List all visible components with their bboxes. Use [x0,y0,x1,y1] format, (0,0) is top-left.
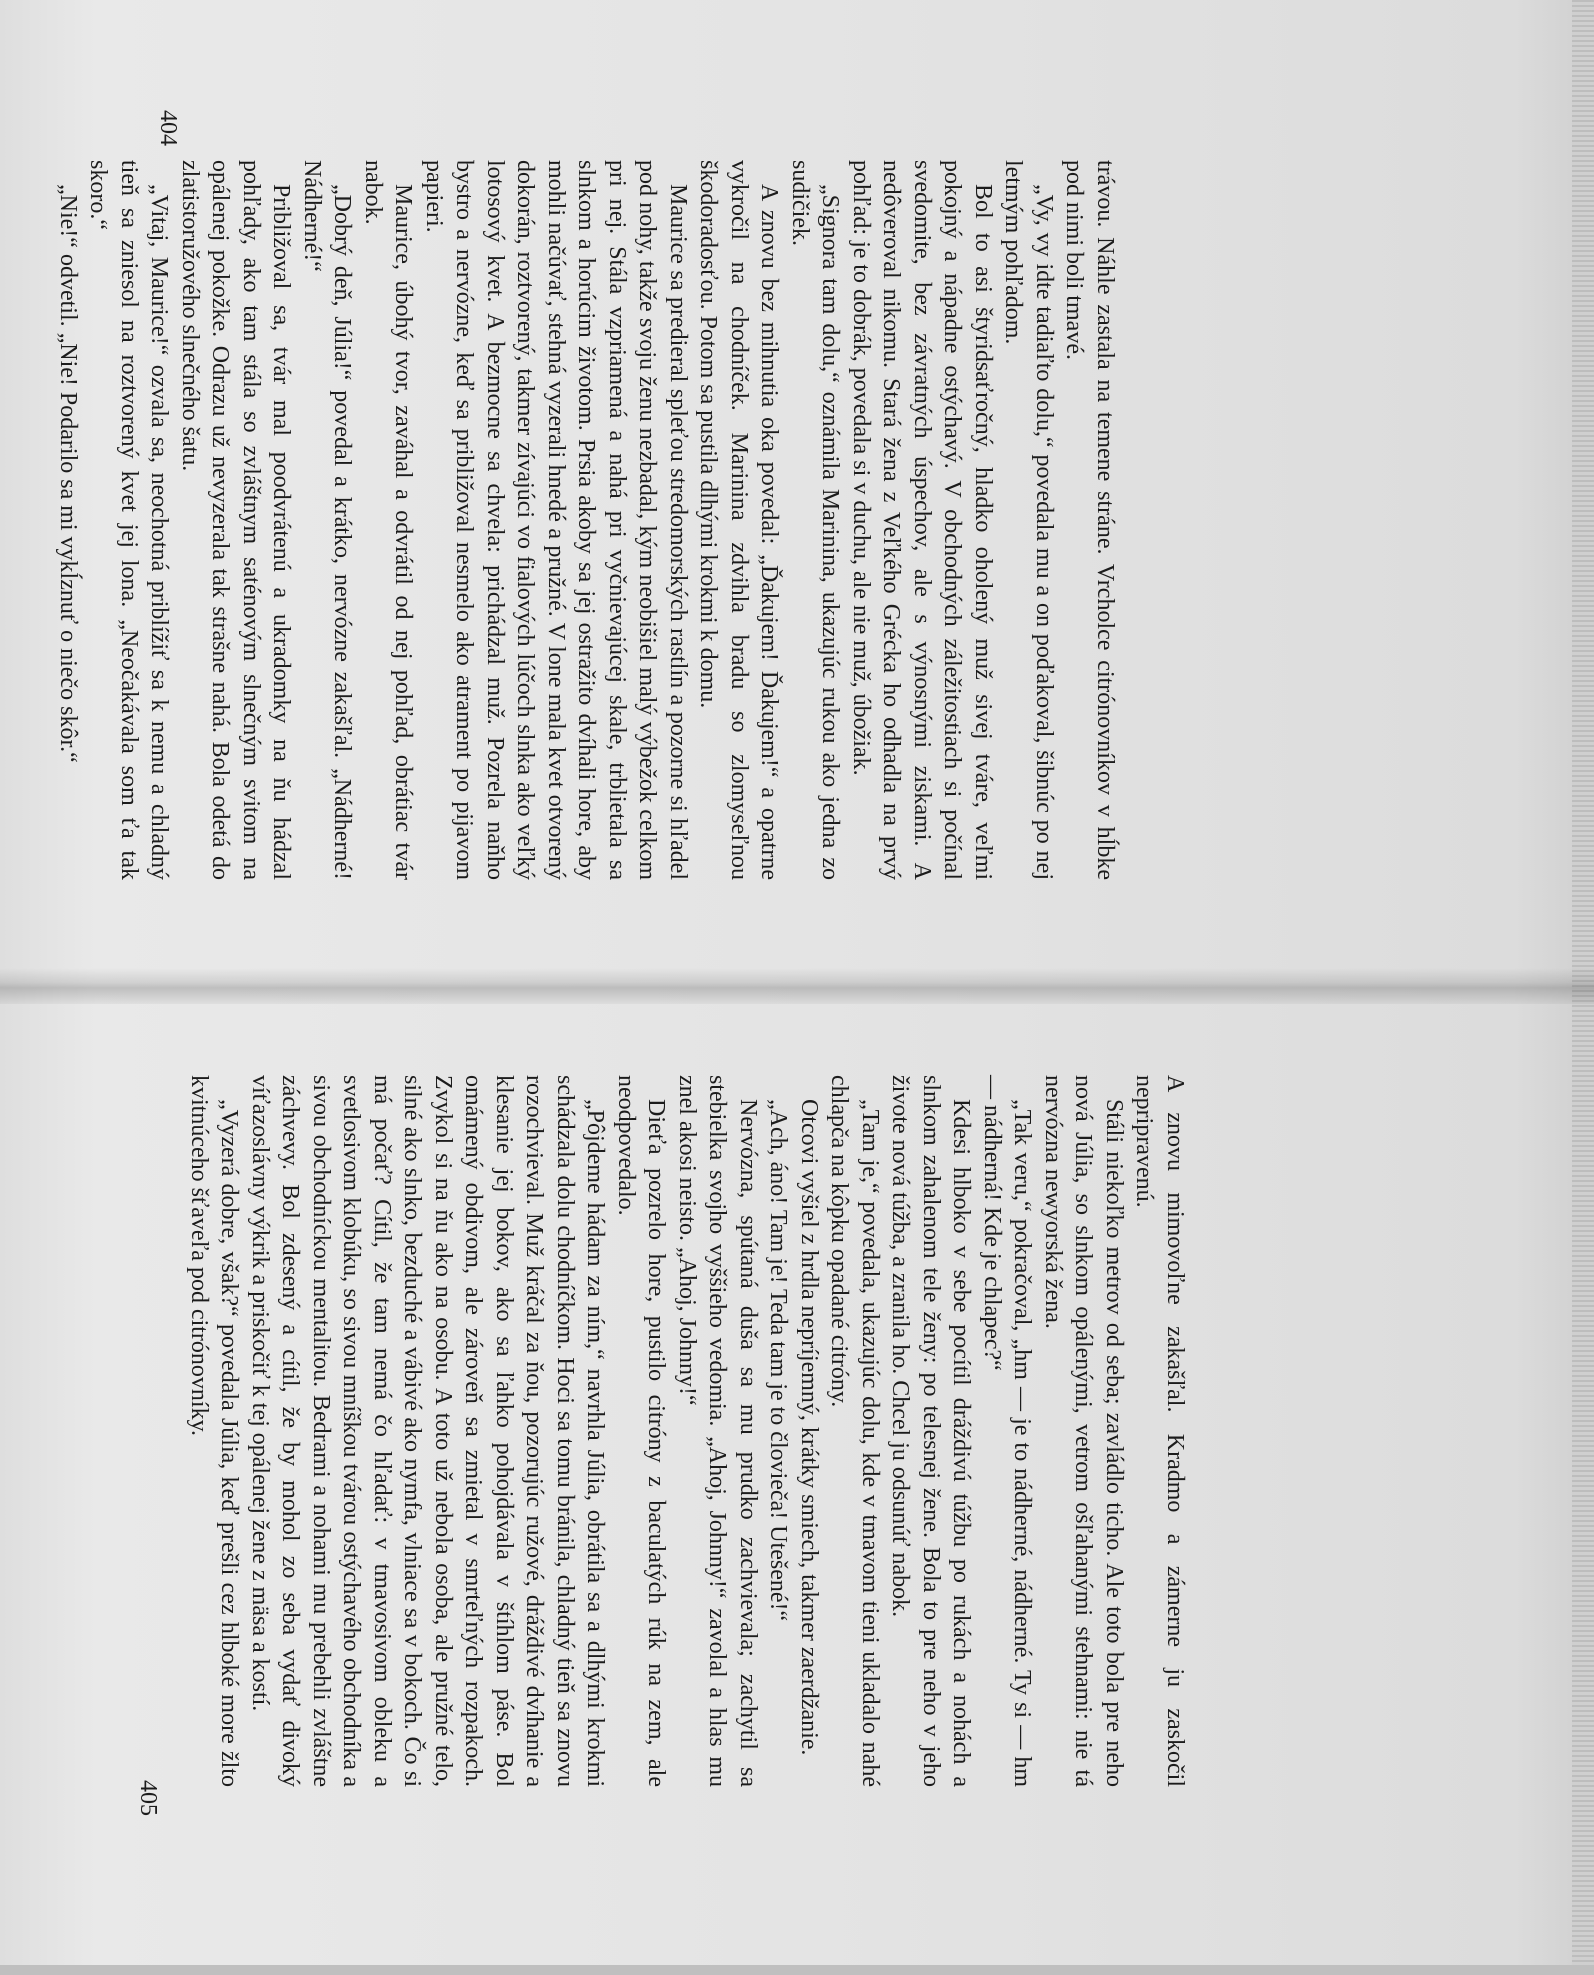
page-number: 405 [135,1780,161,1816]
page-number: 404 [155,110,181,146]
paragraph: trávou. Náhle zastala na temene stráne. Vrcholce citrónovníkov v hĺbke pod nimi boli tmavé. [1061,160,1118,880]
paragraph: „Nie!“ odvetil. „Nie! Podarilo sa mi vykĺznuť o niečo skôr.“ [55,184,81,763]
paragraph: Maurice sa predieral spleťou stredomorských rastlín a pozorne si hľadel pod nohy, takže svoju ženu nezbadal, kým neobišiel malý výbežok celkom pri nej. Stála vzpriamená a nahá pri vyčnievajúcej skale, trblietala sa slnkom a horúcim životom. Prsia akoby sa jej ostražito dvíhali hore, aby mohli načúvať, stehná vyzerali hnedé a pružné. V lone mala kvet otvorený dokorán, roztvorený, takmer zívajúci vo fialových lúčoch slnka ako veľký lotosový kvet. A bezmocne sa chvela: prichádzal muž. Pozrela naňho bystro a nervózne, keď sa približoval nesmelo ako atrament po pijavom papieri. [421,160,691,880]
paragraph: „Dobrý deň, Júlia!“ povedal a krátko, nervózne zakašľal. „Nádherné! Nádherné!“ [299,160,356,880]
paragraph: Kdesi hlboko v sebe pocítil dráždivú túžbu po rukách a nohách a slnkom zahalenom tele ženy: po telesnej žene. Bola to pre neho v jeho živote nová túžba, a zranila ho. Chcel ju odsunúť nabok. [887,1075,975,1787]
left-page-text [53,160,1121,880]
paragraph: Stáli niekoľko metrov od seba; zavládlo ticho. Ale toto bola pre neho nová Júlia, so slnkom opálenými, vetrom ošľahanými stehnami: nie tá nervózna newyorská žena. [1040,1075,1127,1787]
paragraph: Približoval sa, tvár mal poodvrátenú a ukradomky na ňu hádzal pohľady, ako tam stála so zvláštnym saténovým slnečným svitom na opálenej pokožke. Odrazu už nevyzerala tak strašne nahá. Bola odetá do zlatistoružového slnečného šatu. [177,160,295,880]
left-page [0,0,1594,985]
paragraph: A znovu bez mihnutia oka povedal: „Ďakujem! Ďakujem!“ a opatrne vykročil na chodníček. Marinina zdvihla bradu so zlomyseľnou škodoradosťou. Potom sa pustila dlhými krokmi k domu. [695,160,783,880]
paragraph: „Signora tam dolu,“ oznámila Marinina, ukazujúc rukou ako jedna zo sudičiek. [787,160,844,880]
paragraph: „Vy, vy idte tadiaľto dolu,“ povedala mu a on poďakoval, šibnúc po nej letmým pohľadom. [1000,160,1057,880]
paragraph: Otcovi vyšiel z hrdla nepríjemný, krátky smiech, takmer zaerdžanie. [796,1099,822,1756]
paragraph: „Pôjdeme hádam za ním,“ navrhla Júlia, obrátila sa a dlhými krokmi schádzala dolu chodníčkom. Hoci sa tomu bránila, chladný tieň sa znovu rozochvieval. Muž kráčal za ňou, pozorujúc ružové, dráždivé dvíhanie a klesanie jej bokov, ako sa ľahko pohojdávala v štíhlom páse. Bol omámený obdivom, ale zároveň sa zmietal v smrteľných rozpakoch. Zvykol si na ňu ako na osobu. A toto už nebola osoba, ale pružné telo, silné ako slnko, bezduché a vábivé ako nymfa, vlniace sa v bokoch. Čo si má počať? Cítil, že tam nemá čo hľadať: v tmavosivom obleku a svetlosivom klobúku, so sivou mníškou tvárou ostýchavého obchodníka a sivou obchodníckou mentalitou. Bedrami a nohami mu prebehli zvláštne záchvevy. Bol zdesený a cítil, že by mohol zo seba vydať divoký víťazoslávny výkrik a priskočiť k tej opálenej žene z mäsa a kostí. [247,1075,609,1787]
paragraph: „Ach, áno! Tam je! Teda tam je to človieča! Utešené!“ [765,1099,792,1622]
paragraph: Nervózna, spútaná duša sa mu prudko zachvievala; zachytil sa stebielka svojho vyššieho vedomia. „Ahoj, Johnny!“ zavolal a hlas mu znel akosi neisto. „Ahoj, Johnny!“ [674,1075,761,1787]
paragraph: Dieťa pozrelo hore, pustilo citróny z baculatých rúk na zem, ale neodpovedalo. [613,1075,670,1787]
paragraph: A znovu mimovoľne zakašľal. Kradmo a zámerne ju zaskočil nepripravenú. [1131,1075,1188,1787]
right-page [0,985,1594,1975]
paragraph: Maurice, úbohý tvor, zaváhal a odvrátil od nej pohľad, obrátiac tvár nabok. [360,160,417,880]
paragraph: Bol to asi štyridsaťročný, hladko oholený muž sivej tváre, veľmi pokojný a nápadne ostýchavý. V obchodných záležitostiach si počínal svedomite, bez závratných úspechov, ale s výnosnými ziskami. A nedôveroval nikomu. Stará žena z Veľkého Grécka ho odhadla na prvý pohľad: je to dobrák, povedala si v duchu, ale nie muž, úbožiak. [848,160,996,880]
paragraph: „Vitaj, Maurice!“ ozvala sa, neochotná priblížiť sa k nemu a chladný tieň sa zniesol na roztvorený kvet jej lona. „Neočakávala som ťa tak skoro.“ [85,160,173,880]
paragraph: „Vyzerá dobre, však?“ povedala Júlia, keď prešli cez hlboké more žlto kvitnúceho šťaveľa pod citrónovníky. [186,1075,243,1787]
paragraph: „Tak veru,“ pokračoval, „hm — je to nádherné, nádherné. Ty si — hm — nádherná! Kde je chlapec?“ [979,1075,1036,1787]
paragraph: „Tam je,“ povedala, ukazujúc dolu, kde v tmavom tieni ukladalo nahé chlapča na kôpku opadané citróny. [826,1075,883,1787]
right-page-text [184,1075,1191,1787]
